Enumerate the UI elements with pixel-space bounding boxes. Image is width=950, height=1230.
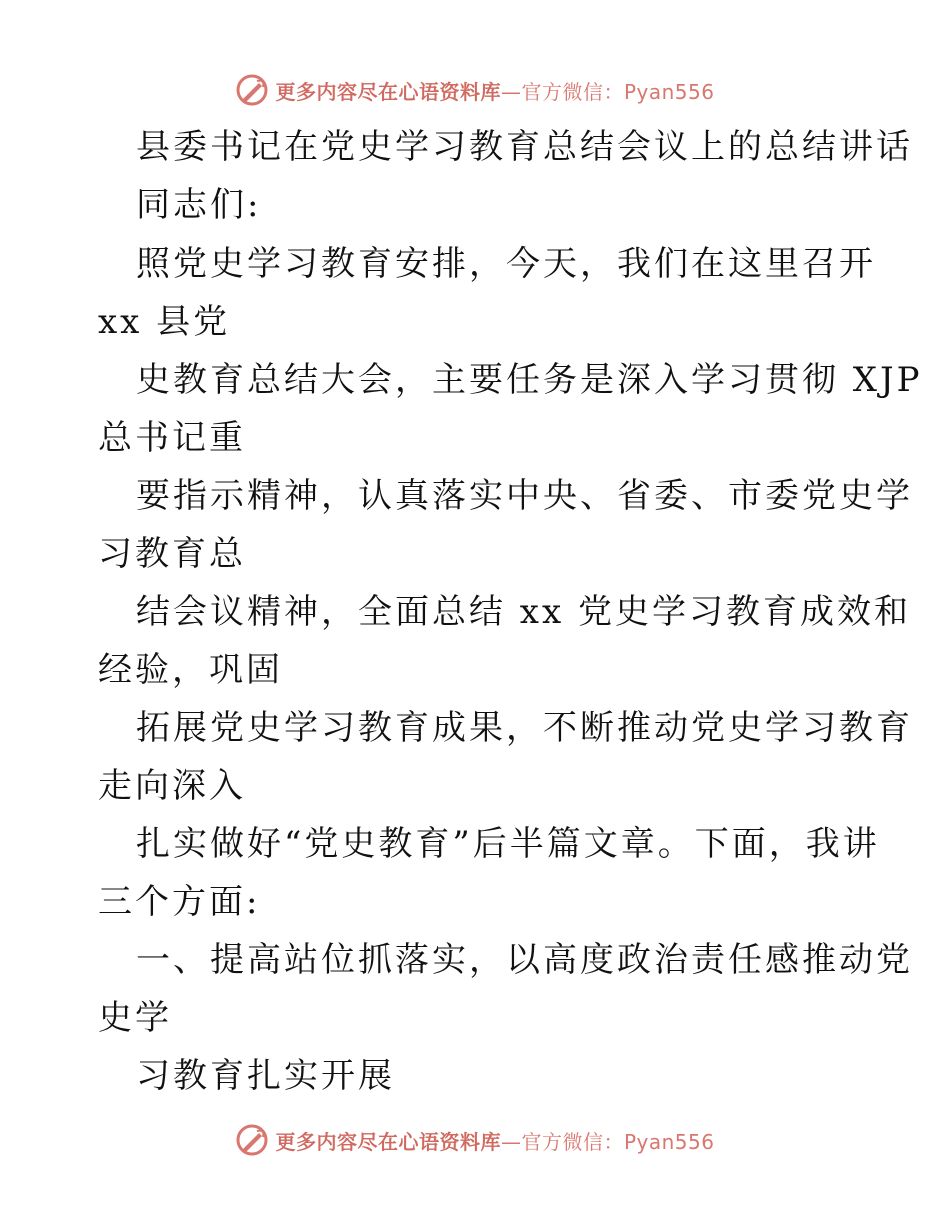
- watermark-official: 官方微信：Pyan556: [521, 79, 715, 104]
- watermark-footer: [0, 1120, 950, 1160]
- doc-line: 三个方面:: [98, 882, 261, 922]
- doc-line: 扎实做好“党史教育”后半篇文章。下面，我讲: [136, 824, 880, 864]
- doc-line: 要指示精神，认真落实中央、省委、市委党史学: [136, 476, 913, 516]
- doc-line: 习教育扎实开展: [136, 1056, 395, 1096]
- watermark-header: [0, 70, 950, 110]
- watermark-text: [275, 1126, 714, 1155]
- doc-heading: 一、提高站位抓落实，以高度政治责任感推动党: [136, 940, 913, 980]
- doc-line: 照党史学习教育安排，今天，我们在这里召开: [136, 244, 876, 284]
- feather-pen-logo-icon: [235, 73, 269, 107]
- doc-line: xx 县党: [98, 302, 231, 342]
- doc-line: 习教育总: [98, 534, 246, 574]
- watermark-site: 更多内容尽在心语资料库: [275, 1129, 501, 1154]
- doc-line: 总书记重: [98, 418, 246, 458]
- feather-pen-logo-icon: [235, 1123, 269, 1157]
- doc-line: 史教育总结大会，主要任务是深入学习贯彻 XJP: [136, 360, 923, 400]
- doc-line: 同志们:: [136, 185, 262, 225]
- watermark-separator: —: [500, 79, 522, 104]
- doc-line: 拓展党史学习教育成果，不断推动党史学习教育: [136, 708, 913, 748]
- doc-line: 结会议精神，全面总结 xx 党史学习教育成效和: [136, 592, 911, 632]
- watermark-site: 更多内容尽在心语资料库: [275, 79, 501, 104]
- doc-title: 县委书记在党史学习教育总结会议上的总结讲话: [136, 127, 913, 167]
- watermark-text: [275, 76, 714, 105]
- watermark-official: 官方微信：Pyan556: [521, 1129, 715, 1154]
- doc-line: 经验，巩固: [98, 650, 283, 690]
- doc-line: 走向深入: [98, 766, 246, 806]
- doc-line: 史学: [98, 998, 172, 1038]
- watermark-separator: —: [500, 1129, 522, 1154]
